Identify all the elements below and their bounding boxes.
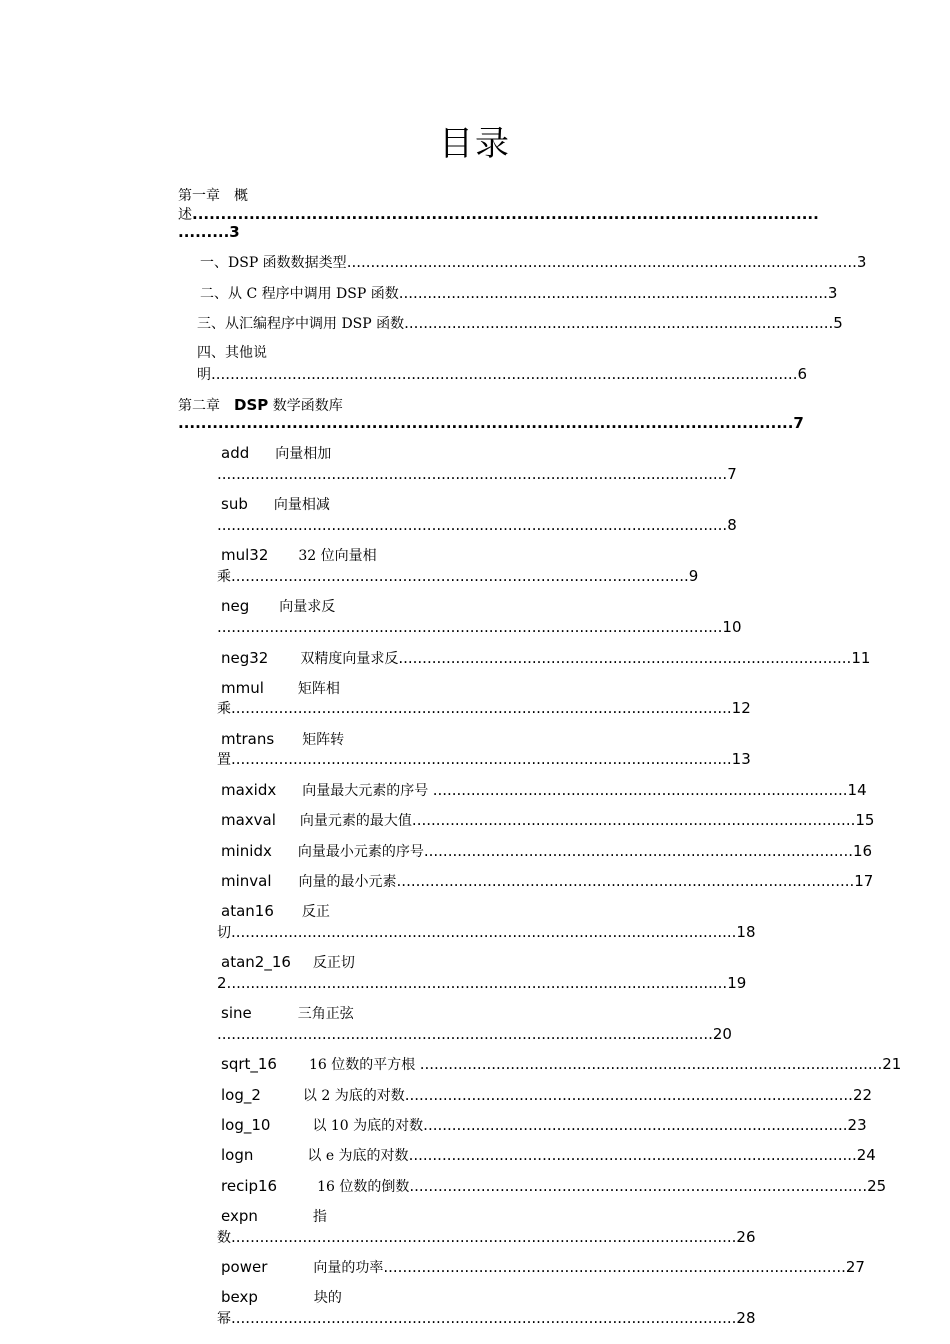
toc-section-2[interactable]: 二、从 C 程序中调用 DSP 函数..........................................................................................3 <box>200 284 838 302</box>
toc-entry-sqrt-16[interactable]: sqrt_16 16 位数的平方根 .................................................................................................21 <box>221 1055 902 1073</box>
toc-entry-mtrans-leader[interactable]: 置.........................................................................................................13 <box>217 750 751 768</box>
toc-entry-mul32-leader[interactable]: 乘................................................................................................9 <box>217 567 699 585</box>
toc-entry-expn[interactable]: expn 指 <box>221 1207 327 1225</box>
toc-entry-mmul-leader[interactable]: 乘.........................................................................................................12 <box>217 699 751 717</box>
toc-entry-maxval[interactable]: maxval 向量元素的最大值.............................................................................................15 <box>221 811 875 829</box>
chapter-1-title[interactable]: 第一章 概 <box>178 188 248 204</box>
toc-entry-sine[interactable]: sine 三角正弦 <box>221 1004 354 1022</box>
toc-entry-minidx[interactable]: minidx 向量最小元素的序号..........................................................................................16 <box>221 842 873 860</box>
toc-entry-bexp[interactable]: bexp 块的 <box>221 1288 342 1306</box>
toc-entry-sub[interactable]: sub 向量相减 <box>221 495 330 513</box>
chapter-1-leader[interactable]: 述.............................................................................................................. <box>178 205 819 223</box>
toc-entry-minval[interactable]: minval 向量的最小元素................................................................................................17 <box>221 872 874 890</box>
toc-entry-expn-leader[interactable]: 数..........................................................................................................26 <box>217 1228 756 1246</box>
toc-entry-sine-leader[interactable]: ........................................................................................................20 <box>217 1025 732 1043</box>
toc-entry-mul32[interactable]: mul32 32 位向量相 <box>221 546 377 564</box>
toc-entry-neg32[interactable]: neg32 双精度向量求反...............................................................................................11 <box>221 649 871 667</box>
chapter-1-page[interactable]: .........3 <box>178 223 240 241</box>
toc-entry-atan2-16[interactable]: atan2_16 反正切 <box>221 953 355 971</box>
toc-entry-bexp-leader[interactable]: 幂..........................................................................................................28 <box>217 1309 756 1327</box>
toc-entry-log-10[interactable]: log_10 以 10 为底的对数.........................................................................................23 <box>221 1116 867 1134</box>
toc-entry-maxidx[interactable]: maxidx 向量最大元素的序号 .......................................................................................14 <box>221 781 867 799</box>
toc-entry-atan16-leader[interactable]: 切..........................................................................................................18 <box>217 923 756 941</box>
toc-section-4-title[interactable]: 四、其他说 <box>197 345 267 361</box>
toc-entry-log-2[interactable]: log_2 以 2 为底的对数..............................................................................................22 <box>221 1086 873 1104</box>
toc-entry-neg[interactable]: neg 向量求反 <box>221 597 336 615</box>
chapter-2-title[interactable]: 第二章 DSP 数学函数库 <box>178 396 343 414</box>
toc-entry-neg-leader[interactable]: ..........................................................................................................10 <box>217 618 742 636</box>
toc-entry-atan16[interactable]: atan16 反正 <box>221 902 330 920</box>
toc-entry-logn[interactable]: logn 以 e 为底的对数..............................................................................................24 <box>221 1146 876 1164</box>
toc-section-3[interactable]: 三、从汇编程序中调用 DSP 函数..........................................................................................5 <box>197 314 843 332</box>
toc-entry-mtrans[interactable]: mtrans 矩阵转 <box>221 730 345 748</box>
toc-entry-recip16[interactable]: recip16 16 位数的倒数................................................................................................25 <box>221 1177 887 1195</box>
toc-entry-power[interactable]: power 向量的功率.................................................................................................27 <box>221 1258 865 1276</box>
toc-entry-atan2-16-leader[interactable]: 2.........................................................................................................19 <box>217 974 747 992</box>
toc-entry-add-leader[interactable]: ...........................................................................................................7 <box>217 465 737 483</box>
document-title: 目录 <box>439 124 511 164</box>
toc-section-4-leader[interactable]: 明...........................................................................................................................6 <box>197 365 808 383</box>
toc-section-1[interactable]: 一、DSP 函数数据类型...........................................................................................................3 <box>200 253 867 271</box>
toc-entry-sub-leader[interactable]: ...........................................................................................................8 <box>217 516 737 534</box>
chapter-2-leader[interactable]: ............................................................................................................7 <box>178 414 804 432</box>
toc-entry-mmul[interactable]: mmul 矩阵相 <box>221 679 340 697</box>
toc-entry-add[interactable]: add 向量相加 <box>221 444 332 462</box>
